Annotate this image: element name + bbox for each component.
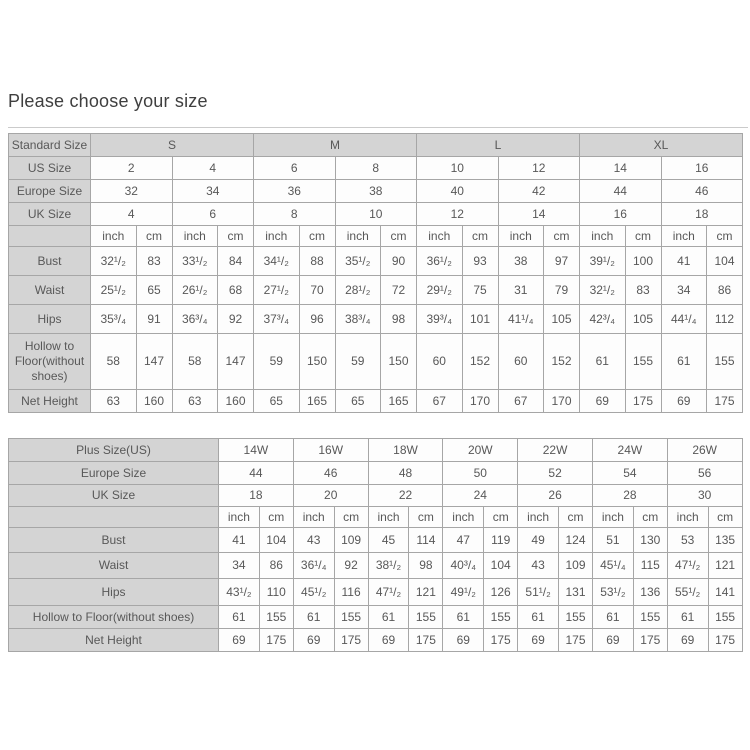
row-label: Standard Size (9, 134, 91, 157)
measurement-value-cell: 110 (259, 579, 293, 606)
unit-label-cell: inch (443, 507, 484, 528)
size-value-cell: 12 (498, 157, 580, 180)
unit-label-cell: inch (580, 226, 626, 247)
measurement-value-cell: 104 (259, 528, 293, 553)
size-value-cell: 38 (335, 180, 417, 203)
measurement-value-cell: 63 (172, 390, 218, 413)
unit-label-cell: cm (484, 507, 518, 528)
row-label: Bust (9, 528, 219, 553)
measurement-value-cell: 59 (335, 334, 381, 390)
size-value-cell: 30 (667, 485, 742, 507)
measurement-value-cell: 84 (218, 247, 254, 276)
measurement-value-cell: 69 (219, 629, 260, 652)
measurement-value-cell: 155 (484, 606, 518, 629)
measurement-value-cell: 36¹/₄ (293, 553, 334, 579)
plus-size-table (8, 438, 743, 652)
measurement-value-cell: 155 (334, 606, 368, 629)
row-label: UK Size (9, 203, 91, 226)
unit-label-cell: inch (661, 226, 707, 247)
measurement-value-cell: 45¹/₂ (293, 579, 334, 606)
size-group-cell: S (91, 134, 254, 157)
measurement-value-cell: 83 (136, 247, 172, 276)
measurement-value-cell: 65 (254, 390, 300, 413)
table-row (9, 485, 743, 507)
measurement-value-cell: 155 (707, 334, 743, 390)
row-label: Net Height (9, 390, 91, 413)
measurement-value-cell: 36¹/₂ (417, 247, 463, 276)
measurement-value-cell: 147 (136, 334, 172, 390)
page-title: Please choose your size (8, 91, 208, 111)
unit-label-cell: inch (172, 226, 218, 247)
standard-size-table (8, 133, 743, 413)
measurement-value-cell: 27¹/₂ (254, 276, 300, 305)
measurement-value-cell: 175 (708, 629, 742, 652)
measurement-value-cell: 55¹/₂ (667, 579, 708, 606)
measurement-value-cell: 38³/₄ (335, 305, 381, 334)
measurement-value-cell: 105 (625, 305, 661, 334)
measurement-value-cell: 88 (299, 247, 335, 276)
row-label: Europe Size (9, 462, 219, 485)
measurement-value-cell: 29¹/₂ (417, 276, 463, 305)
measurement-value-cell: 93 (462, 247, 498, 276)
measurement-value-cell: 45¹/₄ (592, 553, 633, 579)
measurement-value-cell: 86 (259, 553, 293, 579)
measurement-value-cell: 61 (293, 606, 334, 629)
measurement-value-cell: 175 (409, 629, 443, 652)
row-label: Waist (9, 276, 91, 305)
measurement-value-cell: 72 (381, 276, 417, 305)
size-value-cell: 44 (580, 180, 662, 203)
size-value-cell: 10 (335, 203, 417, 226)
row-label: Hips (9, 305, 91, 334)
measurement-value-cell: 170 (544, 390, 580, 413)
measurement-value-cell: 114 (409, 528, 443, 553)
unit-label-cell: inch (592, 507, 633, 528)
measurement-value-cell: 83 (625, 276, 661, 305)
measurement-value-cell: 124 (558, 528, 592, 553)
size-value-cell: 14 (580, 157, 662, 180)
measurement-value-cell: 109 (334, 528, 368, 553)
table-row (9, 334, 743, 390)
measurement-value-cell: 155 (708, 606, 742, 629)
size-value-cell: 16 (580, 203, 662, 226)
size-value-cell: 16W (293, 439, 368, 462)
table-row (9, 203, 743, 226)
measurement-value-cell: 141 (708, 579, 742, 606)
measurement-value-cell: 175 (707, 390, 743, 413)
measurement-value-cell: 69 (592, 629, 633, 652)
row-label: Hollow to Floor(without shoes) (9, 334, 91, 390)
unit-label-cell: inch (293, 507, 334, 528)
measurement-value-cell: 96 (299, 305, 335, 334)
table-row (9, 507, 743, 528)
measurement-value-cell: 175 (633, 629, 667, 652)
measurement-value-cell: 160 (218, 390, 254, 413)
size-value-cell: 8 (335, 157, 417, 180)
table-row (9, 180, 743, 203)
size-group-cell: L (417, 134, 580, 157)
size-value-cell: 18 (219, 485, 294, 507)
unit-label-cell: cm (136, 226, 172, 247)
measurement-value-cell: 69 (443, 629, 484, 652)
unit-label-cell: inch (498, 226, 544, 247)
plus-size-table-host (8, 438, 743, 652)
measurement-value-cell: 104 (484, 553, 518, 579)
measurement-value-cell: 175 (558, 629, 592, 652)
measurement-value-cell: 47¹/₂ (667, 553, 708, 579)
table-row (9, 226, 743, 247)
measurement-value-cell: 98 (409, 553, 443, 579)
row-label: Hips (9, 579, 219, 606)
title-divider (8, 127, 748, 128)
size-value-cell: 18 (661, 203, 743, 226)
unit-label-cell: inch (518, 507, 559, 528)
measurement-value-cell: 34 (661, 276, 707, 305)
size-value-cell: 40 (417, 180, 499, 203)
measurement-value-cell: 40³/₄ (443, 553, 484, 579)
measurement-value-cell: 61 (443, 606, 484, 629)
unit-label-cell: inch (219, 507, 260, 528)
measurement-value-cell: 150 (299, 334, 335, 390)
unit-label-cell: cm (381, 226, 417, 247)
measurement-value-cell: 175 (484, 629, 518, 652)
row-label (9, 507, 219, 528)
size-value-cell: 24 (443, 485, 518, 507)
size-value-cell: 24W (592, 439, 667, 462)
unit-label-cell: inch (667, 507, 708, 528)
row-label: Europe Size (9, 180, 91, 203)
measurement-value-cell: 45 (368, 528, 409, 553)
measurement-value-cell: 135 (708, 528, 742, 553)
size-value-cell: 26 (518, 485, 593, 507)
measurement-value-cell: 61 (592, 606, 633, 629)
unit-label-cell: cm (708, 507, 742, 528)
unit-label-cell: cm (299, 226, 335, 247)
size-value-cell: 6 (254, 157, 336, 180)
measurement-value-cell: 101 (462, 305, 498, 334)
table-row (9, 439, 743, 462)
measurement-value-cell: 26¹/₂ (172, 276, 218, 305)
measurement-value-cell: 61 (580, 334, 626, 390)
measurement-value-cell: 38 (498, 247, 544, 276)
size-value-cell: 44 (219, 462, 294, 485)
table-row (9, 462, 743, 485)
measurement-value-cell: 59 (254, 334, 300, 390)
size-value-cell: 56 (667, 462, 742, 485)
measurement-value-cell: 47¹/₂ (368, 579, 409, 606)
measurement-value-cell: 65 (335, 390, 381, 413)
measurement-value-cell: 91 (136, 305, 172, 334)
row-label: US Size (9, 157, 91, 180)
measurement-value-cell: 44¹/₄ (661, 305, 707, 334)
measurement-value-cell: 43 (518, 553, 559, 579)
unit-label-cell: cm (334, 507, 368, 528)
measurement-value-cell: 115 (633, 553, 667, 579)
measurement-value-cell: 67 (417, 390, 463, 413)
measurement-value-cell: 119 (484, 528, 518, 553)
size-value-cell: 36 (254, 180, 336, 203)
unit-label-cell: cm (544, 226, 580, 247)
row-label: Bust (9, 247, 91, 276)
size-value-cell: 4 (172, 157, 254, 180)
unit-label-cell: cm (633, 507, 667, 528)
measurement-value-cell: 36³/₄ (172, 305, 218, 334)
unit-label-cell: inch (91, 226, 137, 247)
size-value-cell: 52 (518, 462, 593, 485)
measurement-value-cell: 61 (219, 606, 260, 629)
size-value-cell: 10 (417, 157, 499, 180)
measurement-value-cell: 165 (381, 390, 417, 413)
measurement-value-cell: 105 (544, 305, 580, 334)
measurement-value-cell: 43 (293, 528, 334, 553)
measurement-value-cell: 39³/₄ (417, 305, 463, 334)
unit-label-cell: inch (417, 226, 463, 247)
measurement-value-cell: 104 (707, 247, 743, 276)
measurement-value-cell: 42³/₄ (580, 305, 626, 334)
measurement-value-cell: 70 (299, 276, 335, 305)
size-value-cell: 6 (172, 203, 254, 226)
measurement-value-cell: 75 (462, 276, 498, 305)
measurement-value-cell: 43¹/₂ (219, 579, 260, 606)
measurement-value-cell: 175 (625, 390, 661, 413)
size-value-cell: 14W (219, 439, 294, 462)
table-row (9, 276, 743, 305)
measurement-value-cell: 47 (443, 528, 484, 553)
measurement-value-cell: 33¹/₂ (172, 247, 218, 276)
size-value-cell: 16 (661, 157, 743, 180)
row-label (9, 226, 91, 247)
unit-label-cell: inch (335, 226, 381, 247)
measurement-value-cell: 49¹/₂ (443, 579, 484, 606)
measurement-value-cell: 92 (334, 553, 368, 579)
unit-label-cell: cm (625, 226, 661, 247)
size-value-cell: 8 (254, 203, 336, 226)
measurement-value-cell: 53 (667, 528, 708, 553)
measurement-value-cell: 69 (293, 629, 334, 652)
unit-label-cell: cm (218, 226, 254, 247)
table-gap (8, 413, 743, 438)
table-row (9, 390, 743, 413)
row-label: Hollow to Floor(without shoes) (9, 606, 219, 629)
size-value-cell: 14 (498, 203, 580, 226)
measurement-value-cell: 68 (218, 276, 254, 305)
measurement-value-cell: 155 (558, 606, 592, 629)
size-value-cell: 32 (91, 180, 173, 203)
measurement-value-cell: 28¹/₂ (335, 276, 381, 305)
measurement-value-cell: 100 (625, 247, 661, 276)
measurement-value-cell: 147 (218, 334, 254, 390)
table-row (9, 606, 743, 629)
measurement-value-cell: 34 (219, 553, 260, 579)
size-value-cell: 22 (368, 485, 443, 507)
row-label: Plus Size(US) (9, 439, 219, 462)
size-value-cell: 54 (592, 462, 667, 485)
measurement-value-cell: 60 (498, 334, 544, 390)
size-value-cell: 22W (518, 439, 593, 462)
measurement-value-cell: 61 (667, 606, 708, 629)
measurement-value-cell: 69 (368, 629, 409, 652)
measurement-value-cell: 79 (544, 276, 580, 305)
size-value-cell: 20 (293, 485, 368, 507)
measurement-value-cell: 121 (409, 579, 443, 606)
measurement-value-cell: 41 (219, 528, 260, 553)
unit-label-cell: cm (462, 226, 498, 247)
table-row (9, 528, 743, 553)
size-group-cell: XL (580, 134, 743, 157)
size-value-cell: 26W (667, 439, 742, 462)
measurement-value-cell: 35¹/₂ (335, 247, 381, 276)
measurement-value-cell: 109 (558, 553, 592, 579)
unit-label-cell: inch (368, 507, 409, 528)
measurement-value-cell: 60 (417, 334, 463, 390)
measurement-value-cell: 69 (518, 629, 559, 652)
table-row (9, 579, 743, 606)
measurement-value-cell: 112 (707, 305, 743, 334)
measurement-value-cell: 126 (484, 579, 518, 606)
measurement-value-cell: 41 (661, 247, 707, 276)
unit-label-cell: cm (707, 226, 743, 247)
table-row (9, 553, 743, 579)
size-value-cell: 46 (293, 462, 368, 485)
table-row (9, 629, 743, 652)
standard-size-table-host (8, 133, 743, 413)
size-value-cell: 20W (443, 439, 518, 462)
measurement-value-cell: 32¹/₂ (580, 276, 626, 305)
measurement-value-cell: 155 (259, 606, 293, 629)
measurement-value-cell: 136 (633, 579, 667, 606)
measurement-value-cell: 97 (544, 247, 580, 276)
measurement-value-cell: 152 (462, 334, 498, 390)
measurement-value-cell: 86 (707, 276, 743, 305)
measurement-value-cell: 170 (462, 390, 498, 413)
size-value-cell: 46 (661, 180, 743, 203)
measurement-value-cell: 155 (633, 606, 667, 629)
measurement-value-cell: 160 (136, 390, 172, 413)
row-label: UK Size (9, 485, 219, 507)
measurement-value-cell: 175 (334, 629, 368, 652)
measurement-value-cell: 92 (218, 305, 254, 334)
measurement-value-cell: 65 (136, 276, 172, 305)
row-label: Net Height (9, 629, 219, 652)
unit-label-cell: inch (254, 226, 300, 247)
size-value-cell: 12 (417, 203, 499, 226)
size-value-cell: 2 (91, 157, 173, 180)
table-row (9, 134, 743, 157)
measurement-value-cell: 41¹/₄ (498, 305, 544, 334)
measurement-value-cell: 150 (381, 334, 417, 390)
measurement-value-cell: 53¹/₂ (592, 579, 633, 606)
measurement-value-cell: 61 (518, 606, 559, 629)
measurement-value-cell: 38¹/₂ (368, 553, 409, 579)
measurement-value-cell: 116 (334, 579, 368, 606)
size-group-cell: M (254, 134, 417, 157)
measurement-value-cell: 58 (172, 334, 218, 390)
size-value-cell: 18W (368, 439, 443, 462)
measurement-value-cell: 49 (518, 528, 559, 553)
measurement-value-cell: 69 (580, 390, 626, 413)
measurement-value-cell: 37³/₄ (254, 305, 300, 334)
measurement-value-cell: 130 (633, 528, 667, 553)
measurement-value-cell: 51¹/₂ (518, 579, 559, 606)
measurement-value-cell: 155 (409, 606, 443, 629)
measurement-value-cell: 61 (661, 334, 707, 390)
measurement-value-cell: 121 (708, 553, 742, 579)
measurement-value-cell: 32¹/₂ (91, 247, 137, 276)
unit-label-cell: cm (259, 507, 293, 528)
measurement-value-cell: 131 (558, 579, 592, 606)
measurement-value-cell: 98 (381, 305, 417, 334)
measurement-value-cell: 34¹/₂ (254, 247, 300, 276)
measurement-value-cell: 90 (381, 247, 417, 276)
measurement-value-cell: 61 (368, 606, 409, 629)
measurement-value-cell: 67 (498, 390, 544, 413)
table-row (9, 157, 743, 180)
table-row (9, 247, 743, 276)
unit-label-cell: cm (558, 507, 592, 528)
measurement-value-cell: 155 (625, 334, 661, 390)
measurement-value-cell: 35³/₄ (91, 305, 137, 334)
size-value-cell: 4 (91, 203, 173, 226)
size-value-cell: 48 (368, 462, 443, 485)
size-tables-container (8, 133, 743, 652)
measurement-value-cell: 51 (592, 528, 633, 553)
size-value-cell: 50 (443, 462, 518, 485)
measurement-value-cell: 58 (91, 334, 137, 390)
size-value-cell: 34 (172, 180, 254, 203)
unit-label-cell: cm (409, 507, 443, 528)
measurement-value-cell: 69 (667, 629, 708, 652)
measurement-value-cell: 152 (544, 334, 580, 390)
measurement-value-cell: 63 (91, 390, 137, 413)
measurement-value-cell: 69 (661, 390, 707, 413)
measurement-value-cell: 39¹/₂ (580, 247, 626, 276)
measurement-value-cell: 175 (259, 629, 293, 652)
size-value-cell: 42 (498, 180, 580, 203)
measurement-value-cell: 25¹/₂ (91, 276, 137, 305)
measurement-value-cell: 165 (299, 390, 335, 413)
row-label: Waist (9, 553, 219, 579)
measurement-value-cell: 31 (498, 276, 544, 305)
table-row (9, 305, 743, 334)
size-value-cell: 28 (592, 485, 667, 507)
